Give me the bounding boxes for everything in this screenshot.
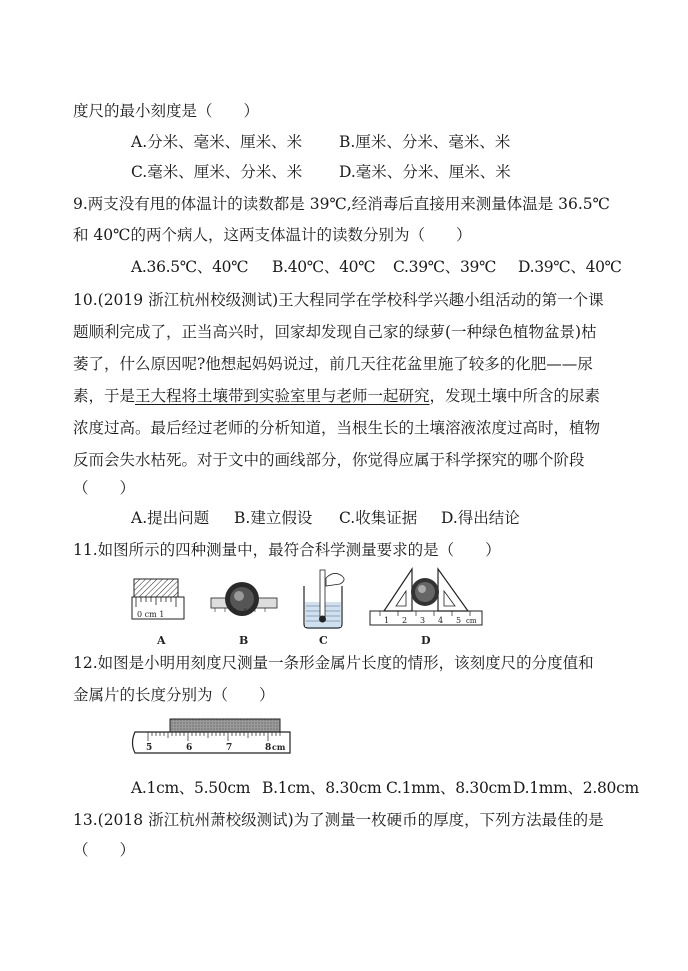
q9-option-d: D.39℃、40℃ bbox=[518, 258, 622, 276]
q10-stem-line-3: 萎了，什么原因呢?他想起妈妈说过，前几天往花盆里施了较多的化肥——尿 bbox=[73, 355, 593, 373]
q9-stem-line-2: 和 40℃的两个病人，这两支体温计的读数分别为（ ） bbox=[73, 226, 472, 244]
q10-stem-line-5: 浓度过高。最后经过老师的分析知道，当根生长的土壤溶液浓度过高时，植物 bbox=[73, 419, 601, 437]
q11-d-tick-unit: cm bbox=[466, 617, 477, 625]
q11-figure-a bbox=[132, 579, 184, 647]
ruler-unit: cm bbox=[272, 742, 286, 752]
q11-label-d: D bbox=[421, 634, 431, 647]
q11-a-ticks: 0 cm 1 bbox=[137, 610, 165, 619]
q10-option-a: A.提出问题 bbox=[131, 509, 210, 527]
q11-figure-c bbox=[304, 570, 344, 647]
q13-stem-line-2: （ ） bbox=[73, 841, 136, 859]
q12-option-b: B.1cm、8.30cm bbox=[262, 779, 382, 797]
q11-label-c: C bbox=[319, 634, 328, 647]
q10-stem-line-6: 反而会失水枯死。对于文中的画线部分，你觉得应属于科学探究的哪个阶段 bbox=[73, 451, 585, 469]
q13-stem-line-1: 13.(2018 浙江杭州萧校级测试)为了测量一枚硬币的厚度，下列方法最佳的是 bbox=[73, 811, 604, 829]
q10-option-b: B.建立假设 bbox=[234, 509, 313, 527]
q12-ruler-figure bbox=[0, 713, 688, 763]
q12-option-d: D.1mm、2.80cm bbox=[513, 779, 639, 797]
q10-stem-line-7: （ ） bbox=[73, 479, 136, 497]
q11-figure bbox=[0, 566, 688, 656]
q10-stem-line-2: 题顺利完成了，正当高兴时，回家却发现自己家的绿萝(一种绿色植物盆景)枯 bbox=[73, 323, 597, 341]
q10-option-d: D.得出结论 bbox=[441, 509, 520, 527]
ruler-label-8: 8 bbox=[265, 743, 272, 753]
q8-stem-line: 度尺的最小刻度是（ ） bbox=[73, 102, 260, 120]
q9-stem-line-1: 9.两支没有甩的体温计的读数都是 39℃,经消毒后直接用来测量体温是 36.5℃ bbox=[73, 195, 610, 213]
q9-option-b: B.40℃、40℃ bbox=[272, 258, 376, 276]
q12-option-c: C.1mm、8.30cm bbox=[386, 779, 512, 797]
q11-figure-b bbox=[211, 582, 277, 647]
q10-option-c: C.收集证据 bbox=[339, 509, 418, 527]
q12-stem-line-1: 12.如图是小明用刻度尺测量一条形金属片长度的情形，该刻度尺的分度值和 bbox=[73, 654, 594, 672]
q11-label-b: B bbox=[239, 634, 249, 647]
q8-option-b: B.厘米、分米、毫米、米 bbox=[339, 133, 511, 151]
q10-stem-line-1: 10.(2019 浙江杭州校级测试)王大程同学在学校科学兴趣小组活动的第一个课 bbox=[73, 291, 604, 309]
q11-d-tick-4: 4 bbox=[438, 616, 444, 625]
q8-option-a: A.分米、毫米、厘米、米 bbox=[131, 133, 303, 151]
q11-label-a: A bbox=[157, 634, 166, 647]
q10-stem-line-4 bbox=[73, 386, 600, 406]
q11-d-tick-2: 2 bbox=[402, 616, 408, 625]
ruler-label-7: 7 bbox=[226, 743, 233, 753]
q12-option-a: A.1cm、5.50cm bbox=[131, 779, 251, 797]
metal-strip bbox=[170, 719, 280, 732]
q10-underlined-phrase: 王大程将土壤带到实验室里与老师一起研究 bbox=[135, 387, 430, 405]
q10-line4-suffix: ，发现土壤中所含的尿素 bbox=[429, 387, 601, 405]
q11-figure-d bbox=[370, 569, 482, 647]
q10-line4-prefix: 素，于是 bbox=[73, 387, 136, 405]
q9-option-a: A.36.5℃、40℃ bbox=[131, 258, 249, 276]
q8-option-c: C.毫米、厘米、分米、米 bbox=[131, 163, 303, 181]
q8-option-d: D.毫米、分米、厘米、米 bbox=[339, 163, 511, 181]
q11-d-tick-3: 3 bbox=[420, 616, 426, 625]
q12-stem-line-2: 金属片的长度分别为（ ） bbox=[73, 686, 275, 704]
q11-stem-line-1: 11.如图所示的四种测量中，最符合科学测量要求的是（ ） bbox=[73, 541, 501, 559]
q11-d-tick-1: 1 bbox=[384, 616, 390, 625]
q9-option-c: C.39℃、39℃ bbox=[393, 258, 497, 276]
ruler-label-5: 5 bbox=[146, 743, 153, 753]
q11-d-tick-5: 5 bbox=[456, 616, 462, 625]
ruler-label-6: 6 bbox=[186, 743, 193, 753]
